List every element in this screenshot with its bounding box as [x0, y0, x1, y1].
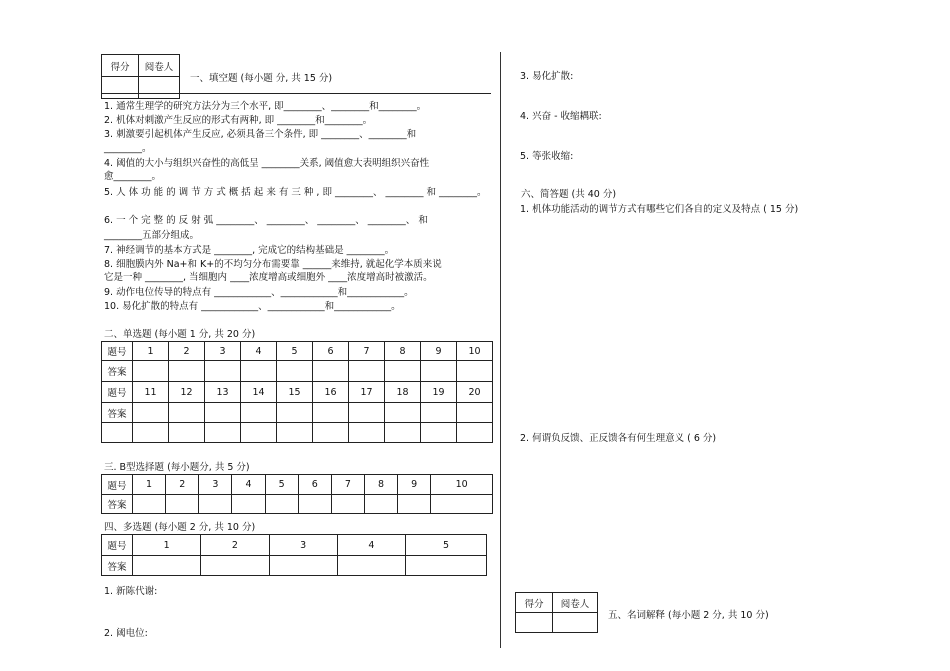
- fill-q10: 10. 易化扩散的特点有 ____________、____________和____________。: [104, 301, 401, 312]
- score-label: 得分: [516, 593, 553, 613]
- grader-cell[interactable]: [553, 613, 598, 633]
- answer-cell[interactable]: [205, 361, 241, 382]
- answer-row: [102, 361, 493, 382]
- answer-cell[interactable]: [364, 495, 397, 514]
- row-label: 题号: [102, 342, 133, 361]
- question-number: 2: [201, 535, 269, 556]
- answer-cell[interactable]: [169, 361, 205, 382]
- question-number: 3: [269, 535, 337, 556]
- fill-q4b: 愈________。: [104, 171, 162, 182]
- question-number: 19: [421, 382, 457, 403]
- blank-cell[interactable]: [205, 423, 241, 443]
- blank-cell[interactable]: [133, 423, 169, 443]
- blank-cell: [102, 423, 133, 443]
- answer-cell[interactable]: [313, 403, 349, 423]
- answer-cell[interactable]: [331, 495, 364, 514]
- question-number: 14: [241, 382, 277, 403]
- question-number: 4: [232, 475, 265, 495]
- single-choice-table: [101, 341, 493, 443]
- answer-cell[interactable]: [133, 403, 169, 423]
- row-label: 答案: [102, 556, 133, 576]
- essay-q2: 2. 何谓负反馈、正反馈各有何生理意义 ( 6 分): [520, 433, 717, 444]
- b-type-table: [101, 474, 493, 514]
- fill-q8a: 8. 细胞膜内外 Na+和 K+的不均匀分布需要靠 ______来维持, 就起化学本质来说: [104, 259, 442, 270]
- fill-q4a: 4. 阈值的大小与组织兴奋性的高低呈 ________关系, 阈值愈大表明组织兴奋性: [104, 158, 430, 169]
- number-row: [102, 382, 493, 403]
- grader-cell[interactable]: [139, 77, 180, 99]
- question-number: 2: [166, 475, 199, 495]
- question-number: 1: [133, 342, 169, 361]
- question-number: 1: [133, 475, 166, 495]
- answer-cell[interactable]: [133, 556, 201, 576]
- answer-cell[interactable]: [457, 403, 493, 423]
- row-label: 题号: [102, 475, 133, 495]
- number-row: [102, 475, 493, 495]
- question-number: 2: [169, 342, 205, 361]
- question-number: 4: [241, 342, 277, 361]
- question-number: 7: [331, 475, 364, 495]
- row-label: 答案: [102, 495, 133, 514]
- answer-cell[interactable]: [349, 403, 385, 423]
- row-label: 题号: [102, 382, 133, 403]
- fill-q9: 9. 动作电位传导的特点有 ____________、____________和____________。: [104, 287, 414, 298]
- answer-cell[interactable]: [298, 495, 331, 514]
- column-divider: [500, 52, 501, 648]
- term-5: 5. 等张收缩:: [520, 151, 574, 162]
- fill-q6a: 6. 一 个 完 整 的 反 射 弧 ________、 ________、 ________、 ________、 和: [104, 215, 428, 226]
- blank-cell[interactable]: [349, 423, 385, 443]
- question-number: 8: [364, 475, 397, 495]
- answer-cell[interactable]: [421, 361, 457, 382]
- score-box-bottom: [515, 592, 598, 633]
- question-number: 10: [457, 342, 493, 361]
- fill-q5: 5. 人 体 功 能 的 调 节 方 式 概 括 起 来 有 三 种 , 即 ________、 ________ 和 ________。: [104, 187, 487, 198]
- fill-q3a: 3. 刺激要引起机体产生反应, 必须具备三个条件, 即 ________、________和: [104, 129, 417, 140]
- section3-title: 三. B型选择题 (每小题分, 共 5 分): [104, 462, 250, 473]
- question-number: 9: [398, 475, 431, 495]
- question-number: 5: [265, 475, 298, 495]
- question-number: 16: [313, 382, 349, 403]
- question-number: 5: [406, 535, 487, 556]
- blank-cell[interactable]: [457, 423, 493, 443]
- section4-title: 四、多选题 (每小题 2 分, 共 10 分): [104, 522, 256, 533]
- question-number: 6: [298, 475, 331, 495]
- number-row: [102, 535, 487, 556]
- question-number: 15: [277, 382, 313, 403]
- answer-cell[interactable]: [265, 495, 298, 514]
- question-number: 10: [431, 475, 493, 495]
- question-number: 13: [205, 382, 241, 403]
- question-number: 5: [277, 342, 313, 361]
- section1-rule: [101, 93, 491, 94]
- question-number: 12: [169, 382, 205, 403]
- section2-title: 二、单选题 (每小题 1 分, 共 20 分): [104, 329, 256, 340]
- question-number: 17: [349, 382, 385, 403]
- section6-title: 六、简答题 (共 40 分): [521, 189, 617, 200]
- answer-cell[interactable]: [133, 495, 166, 514]
- answer-cell[interactable]: [313, 361, 349, 382]
- fill-q1: 1. 通常生理学的研究方法分为三个水平, 即________、________和________。: [104, 101, 427, 112]
- question-number: 11: [133, 382, 169, 403]
- grader-label: 阅卷人: [553, 593, 598, 613]
- answer-cell[interactable]: [169, 403, 205, 423]
- answer-cell[interactable]: [277, 361, 313, 382]
- question-number: 8: [385, 342, 421, 361]
- question-number: 3: [205, 342, 241, 361]
- answer-cell[interactable]: [277, 403, 313, 423]
- answer-cell[interactable]: [406, 556, 487, 576]
- answer-cell[interactable]: [398, 495, 431, 514]
- answer-cell[interactable]: [337, 556, 405, 576]
- essay-q1: 1. 机体功能活动的调节方式有哪些它们各自的定义及特点 ( 15 分): [520, 204, 799, 215]
- fill-q8b: 它是一种 ________, 当细胞内 ____浓度增高或细胞外 ____浓度增高时被激活。: [104, 272, 433, 283]
- blank-cell[interactable]: [421, 423, 457, 443]
- blank-row: [102, 423, 493, 443]
- question-number: 18: [385, 382, 421, 403]
- answer-cell[interactable]: [241, 403, 277, 423]
- score-label: 得分: [102, 55, 139, 77]
- answer-cell[interactable]: [166, 495, 199, 514]
- fill-q3b: ________。: [104, 143, 152, 154]
- term-3: 3. 易化扩散:: [520, 71, 574, 82]
- question-number: 1: [133, 535, 201, 556]
- fill-q6b: ________五部分组成。: [104, 230, 200, 241]
- question-number: 3: [199, 475, 232, 495]
- answer-row: [102, 403, 493, 423]
- blank-cell[interactable]: [313, 423, 349, 443]
- answer-cell[interactable]: [232, 495, 265, 514]
- answer-row: [102, 556, 487, 576]
- score-cell[interactable]: [102, 77, 139, 99]
- blank-cell[interactable]: [385, 423, 421, 443]
- fill-q2: 2. 机体对刺激产生反应的形式有两种, 即 ________和________。: [104, 115, 373, 126]
- answer-cell[interactable]: [421, 403, 457, 423]
- row-label: 答案: [102, 361, 133, 382]
- question-number: 9: [421, 342, 457, 361]
- row-label: 答案: [102, 403, 133, 423]
- question-number: 6: [313, 342, 349, 361]
- multi-choice-table: [101, 534, 487, 576]
- term-4: 4. 兴奋 - 收缩耦联:: [520, 111, 602, 122]
- answer-cell[interactable]: [133, 361, 169, 382]
- answer-cell[interactable]: [349, 361, 385, 382]
- question-number: 4: [337, 535, 405, 556]
- answer-cell[interactable]: [199, 495, 232, 514]
- section1-title: 一、填空题 (每小题 分, 共 15 分): [190, 73, 333, 84]
- question-number: 7: [349, 342, 385, 361]
- answer-cell[interactable]: [385, 361, 421, 382]
- answer-cell[interactable]: [241, 361, 277, 382]
- number-row: [102, 342, 493, 361]
- answer-cell[interactable]: [457, 361, 493, 382]
- answer-cell[interactable]: [201, 556, 269, 576]
- grader-label: 阅卷人: [139, 55, 180, 77]
- term-2: 2. 阈电位:: [104, 628, 148, 639]
- answer-cell[interactable]: [385, 403, 421, 423]
- blank-cell[interactable]: [277, 423, 313, 443]
- section5-title: 五、名词解释 (每小题 2 分, 共 10 分): [608, 610, 769, 621]
- term-1: 1. 新陈代谢:: [104, 586, 158, 597]
- row-label: 题号: [102, 535, 133, 556]
- answer-cell[interactable]: [269, 556, 337, 576]
- answer-row: [102, 495, 493, 514]
- blank-cell[interactable]: [241, 423, 277, 443]
- fill-q7: 7. 神经调节的基本方式是 ________, 完成它的结构基础是 ________。: [104, 245, 395, 256]
- blank-cell[interactable]: [169, 423, 205, 443]
- answer-cell[interactable]: [431, 495, 493, 514]
- question-number: 20: [457, 382, 493, 403]
- score-cell[interactable]: [516, 613, 553, 633]
- answer-cell[interactable]: [205, 403, 241, 423]
